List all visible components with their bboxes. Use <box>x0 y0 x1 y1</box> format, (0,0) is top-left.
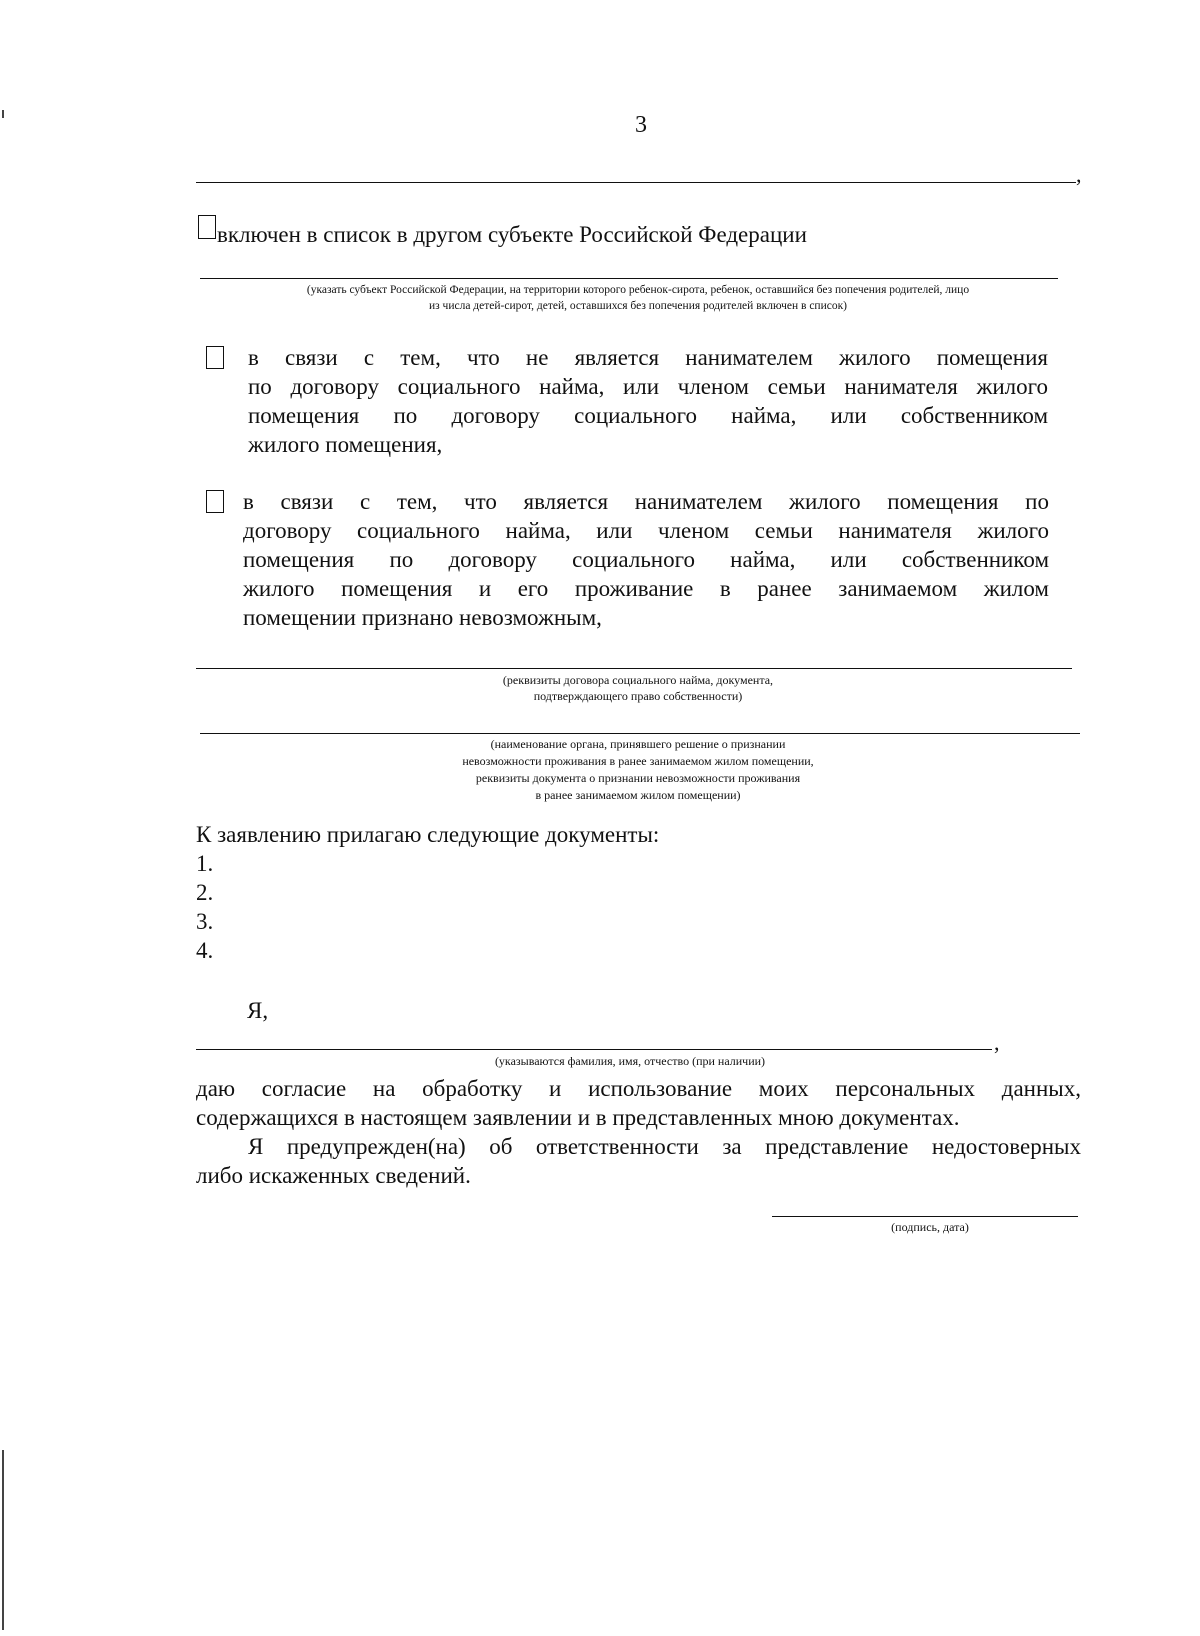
contract-details-line[interactable] <box>196 668 1072 669</box>
subject-caption-line1: (указать субъект Российской Федерации, на территории которого ребенок-сирота, ребенок, оставшийся без попечения родителей, лицо <box>306 284 970 296</box>
tenant-line: в связи с тем, что является нанимателем жилого помещения по <box>243 489 1049 514</box>
attachments-heading: К заявлению прилагаю следующие документы: <box>196 822 660 847</box>
warning-line: Я предупрежден(на) об ответственности за представление недостоверных <box>248 1134 1081 1159</box>
not-tenant-line: по договору социального найма, или членом семьи нанимателя жилого <box>248 374 1048 399</box>
not-tenant-line: жилого помещения, <box>248 432 443 457</box>
attachment-item-2[interactable]: 2. <box>196 880 214 905</box>
full-name-caption: (указываются фамилия, имя, отчество (при наличии) <box>494 1054 766 1068</box>
contract-caption-line2: подтверждающего право собственности) <box>533 689 743 703</box>
tenant-line: жилого помещения и его проживание в ранее занимаемом жилом <box>243 576 1049 601</box>
tenant-line: договору социального найма, или членом семьи нанимателя жилого <box>243 518 1049 543</box>
scan-margin-mark <box>2 1450 4 1630</box>
full-name-line[interactable] <box>196 1049 992 1050</box>
tenant-option-checkbox[interactable] <box>206 490 224 513</box>
full-name-comma: , <box>994 1030 1000 1055</box>
signature-line[interactable] <box>772 1216 1078 1217</box>
consent-line: содержащихся в настоящем заявлении и в представленных мною документах. <box>196 1105 960 1130</box>
page-number: 3 <box>635 112 647 138</box>
contract-caption-line1: (реквизиты договора социального найма, документа, <box>502 673 774 687</box>
subject-blank-line[interactable] <box>200 278 1058 279</box>
consent-pronoun: Я, <box>247 998 269 1023</box>
warning-line: либо искаженных сведений. <box>196 1163 471 1188</box>
not-tenant-line: помещения по договору социального найма, или собственником <box>248 403 1048 428</box>
authority-caption-line3: реквизиты документа о признании невозможности проживания <box>475 771 801 785</box>
attachment-item-4[interactable]: 4. <box>196 938 214 963</box>
consent-line: даю согласие на обработку и использование моих персональных данных, <box>196 1076 1081 1101</box>
consent-text <box>196 1074 1081 1132</box>
authority-caption-line1: (наименование органа, принявшего решение о признании <box>490 737 786 751</box>
top-line-comma: , <box>1076 162 1082 187</box>
warning-text <box>196 1132 1081 1190</box>
tenant-line: помещения по договору социального найма, или собственником <box>243 547 1049 572</box>
subject-option-checkbox[interactable] <box>198 215 216 239</box>
signature-caption: (подпись, дата) <box>891 1220 969 1234</box>
authority-caption-line4: в ранее занимаемом жилом помещении) <box>535 788 741 802</box>
subject-option-label: включен в список в другом субъекте Российской Федерации <box>217 222 807 247</box>
tenant-option-text <box>243 487 1049 632</box>
authority-caption-line2: невозможности проживания в ранее занимаемом жилом помещении, <box>462 754 814 768</box>
tenant-line: помещении признано невозможным, <box>243 605 602 630</box>
attachment-item-3[interactable]: 3. <box>196 909 214 934</box>
not-tenant-line: в связи с тем, что не является нанимателем жилого помещения <box>248 345 1048 370</box>
top-blank-line[interactable] <box>196 182 1076 183</box>
attachment-item-1[interactable]: 1. <box>196 851 214 876</box>
scan-margin-mark <box>2 110 4 118</box>
not-tenant-option-text <box>248 343 1048 459</box>
subject-caption-line2: из числа детей-сирот, детей, оставшихся без попечения родителей включен в список) <box>428 300 848 312</box>
authority-line[interactable] <box>200 733 1080 734</box>
not-tenant-option-checkbox[interactable] <box>206 346 224 369</box>
